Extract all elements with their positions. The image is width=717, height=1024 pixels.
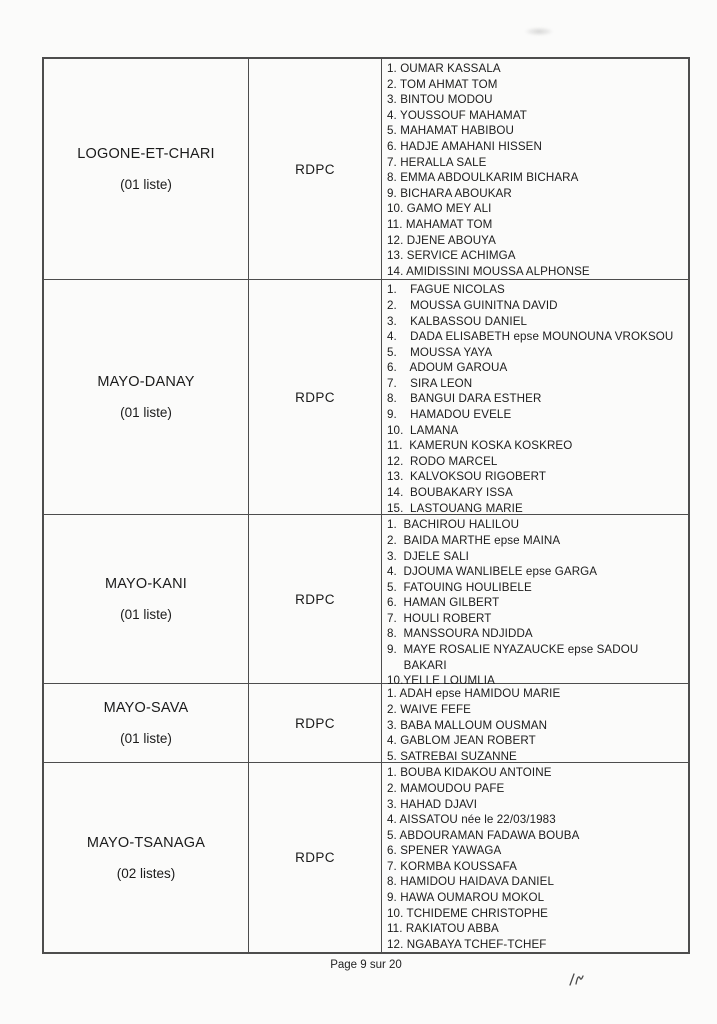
candidate-line: 12. RODO MARCEL bbox=[387, 454, 498, 468]
candidate-line: 8. EMMA ABDOULKARIM BICHARA bbox=[387, 171, 579, 185]
candidate-line: 6. ADOUM GAROUA bbox=[387, 361, 508, 375]
department-cell bbox=[44, 763, 249, 952]
department-cell bbox=[44, 684, 249, 762]
page-footer bbox=[42, 959, 690, 971]
candidate-line: 10. LAMANA bbox=[387, 423, 459, 437]
candidate-line: 4. DADA ELISABETH epse MOUNOUNA VROKSOU bbox=[387, 330, 674, 344]
candidate-line: 10. TCHIDEME CHRISTOPHE bbox=[387, 906, 548, 920]
candidate-line: 13. KALVOKSOU RIGOBERT bbox=[387, 470, 547, 484]
results-table bbox=[42, 57, 690, 954]
table-row bbox=[44, 280, 688, 515]
party-name: RDPC bbox=[295, 591, 335, 607]
candidate-line: 7. HERALLA SALE bbox=[387, 155, 487, 169]
candidate-line: 1. ADAH epse HAMIDOU MARIE bbox=[387, 687, 561, 701]
candidate-line: 14. BOUBAKARY ISSA bbox=[387, 486, 513, 500]
party-cell bbox=[249, 280, 382, 514]
candidate-list bbox=[382, 763, 688, 952]
candidate-line: 12. NGABAYA TCHEF-TCHEF bbox=[387, 937, 547, 951]
candidate-line: 4. GABLOM JEAN ROBERT bbox=[387, 734, 536, 748]
candidate-line: 1. FAGUE NICOLAS bbox=[387, 283, 505, 297]
party-cell bbox=[249, 684, 382, 762]
table-row bbox=[44, 684, 688, 763]
department-cell bbox=[44, 515, 249, 683]
department-name: MAYO-TSANAGA bbox=[86, 834, 206, 851]
candidate-line: 6. HADJE AMAHANI HISSEN bbox=[387, 139, 542, 153]
candidate-line: 10.YELLE LOUMLIA bbox=[387, 674, 495, 688]
department-cell bbox=[44, 59, 249, 279]
candidate-line: 2. TOM AHMAT TOM bbox=[387, 77, 498, 91]
candidate-line: 3. HAHAD DJAVI bbox=[387, 797, 478, 811]
department-list-count: (02 listes) bbox=[116, 865, 176, 881]
department-name: MAYO-SAVA bbox=[103, 700, 189, 717]
candidate-line: 12. DJENE ABOUYA bbox=[387, 233, 496, 247]
candidate-list bbox=[382, 59, 688, 279]
party-cell bbox=[249, 59, 382, 279]
department-list-count: (01 liste) bbox=[120, 177, 172, 193]
candidate-line: 2. MOUSSA GUINITNA DAVID bbox=[387, 298, 558, 312]
candidate-line: 1. OUMAR KASSALA bbox=[387, 62, 501, 75]
department-list-count: (01 liste) bbox=[120, 731, 172, 747]
candidate-line: 2. BAIDA MARTHE epse MAINA bbox=[387, 533, 561, 547]
party-name: RDPC bbox=[295, 850, 335, 866]
candidate-line: 7. SIRA LEON bbox=[387, 376, 473, 390]
department-name: MAYO-DANAY bbox=[97, 374, 195, 391]
candidate-line: 9. BICHARA ABOUKAR bbox=[387, 186, 512, 200]
candidate-line: 1. BOUBA KIDAKOU ANTOINE bbox=[387, 766, 552, 780]
party-name: RDPC bbox=[295, 161, 335, 177]
party-cell bbox=[249, 763, 382, 952]
candidate-list bbox=[382, 684, 688, 762]
candidate-line: 5. MAHAMAT HABIBOU bbox=[387, 124, 514, 138]
department-name: LOGONE-ET-CHARI bbox=[77, 146, 215, 163]
candidate-line: 5. FATOUING HOULIBELE bbox=[387, 580, 532, 594]
handwritten-pen-mark bbox=[566, 969, 592, 991]
department-cell bbox=[44, 280, 249, 514]
candidate-line: 4. DJOUMA WANLIBELE epse GARGA bbox=[387, 565, 598, 579]
candidate-line: 11. RAKIATOU ABBA bbox=[387, 922, 499, 936]
candidate-list bbox=[382, 515, 688, 688]
table-row bbox=[44, 515, 688, 688]
candidate-line: 5. MOUSSA YAYA bbox=[387, 345, 493, 359]
candidate-line: 3. BABA MALLOUM OUSMAN bbox=[387, 718, 548, 732]
department-list-count: (01 liste) bbox=[120, 607, 172, 623]
candidate-line: 4. YOUSSOUF MAHAMAT bbox=[387, 108, 527, 122]
candidate-line: 14. AMIDISSINI MOUSSA ALPHONSE bbox=[387, 264, 590, 278]
party-name: RDPC bbox=[295, 715, 335, 731]
candidate-line: 2. WAIVE FEFE bbox=[387, 702, 471, 716]
table-row bbox=[44, 59, 688, 280]
candidate-line: 13. SERVICE ACHIMGA bbox=[387, 249, 516, 263]
department-list-count: (01 liste) bbox=[120, 405, 172, 421]
candidate-line: 6. HAMAN GILBERT bbox=[387, 596, 500, 610]
candidate-line: 8. HAMIDOU HAIDAVA DANIEL bbox=[387, 875, 554, 889]
candidate-line: 3. DJELE SALI bbox=[387, 549, 469, 563]
page-number-label: Page 9 sur 20 bbox=[330, 959, 402, 971]
candidate-line: 11. KAMERUN KOSKA KOSKREO bbox=[387, 439, 573, 453]
candidate-line: 15. LASTOUANG MARIE bbox=[387, 501, 523, 515]
candidate-line: 9. HAWA OUMAROU MOKOL bbox=[387, 891, 545, 905]
candidate-line: 3. KALBASSOU DANIEL bbox=[387, 314, 528, 328]
scan-smudge bbox=[524, 27, 554, 36]
candidate-list bbox=[382, 280, 688, 514]
candidate-line: 7. HOULI ROBERT bbox=[387, 611, 492, 625]
candidate-line: 8. BANGUI DARA ESTHER bbox=[387, 392, 542, 406]
candidate-line: BAKARI bbox=[387, 658, 447, 672]
table-row bbox=[44, 763, 688, 952]
candidate-line: 10. GAMO MEY ALI bbox=[387, 202, 492, 216]
candidate-line: 2. MAMOUDOU PAFE bbox=[387, 781, 505, 795]
candidate-line: 5. SATREBAI SUZANNE bbox=[387, 749, 517, 763]
candidate-line: 8. MANSSOURA NDJIDDA bbox=[387, 627, 533, 641]
candidate-line: 6. SPENER YAWAGA bbox=[387, 844, 502, 858]
party-cell bbox=[249, 515, 382, 683]
party-name: RDPC bbox=[295, 389, 335, 405]
candidate-line: 9. MAYE ROSALIE NYAZAUCKE epse SADOU bbox=[387, 643, 639, 657]
department-name: MAYO-KANI bbox=[104, 576, 188, 593]
candidate-line: 3. BINTOU MODOU bbox=[387, 93, 493, 107]
candidate-line: 11. MAHAMAT TOM bbox=[387, 217, 493, 231]
candidate-line: 7. KORMBA KOUSSAFA bbox=[387, 859, 518, 873]
candidate-line: 9. HAMADOU EVELE bbox=[387, 408, 512, 422]
candidate-line: 5. ABDOURAMAN FADAWA BOUBA bbox=[387, 828, 580, 842]
candidate-line: 4. AISSATOU née le 22/03/1983 bbox=[387, 813, 556, 827]
candidate-line: 1. BACHIROU HALILOU bbox=[387, 518, 520, 532]
